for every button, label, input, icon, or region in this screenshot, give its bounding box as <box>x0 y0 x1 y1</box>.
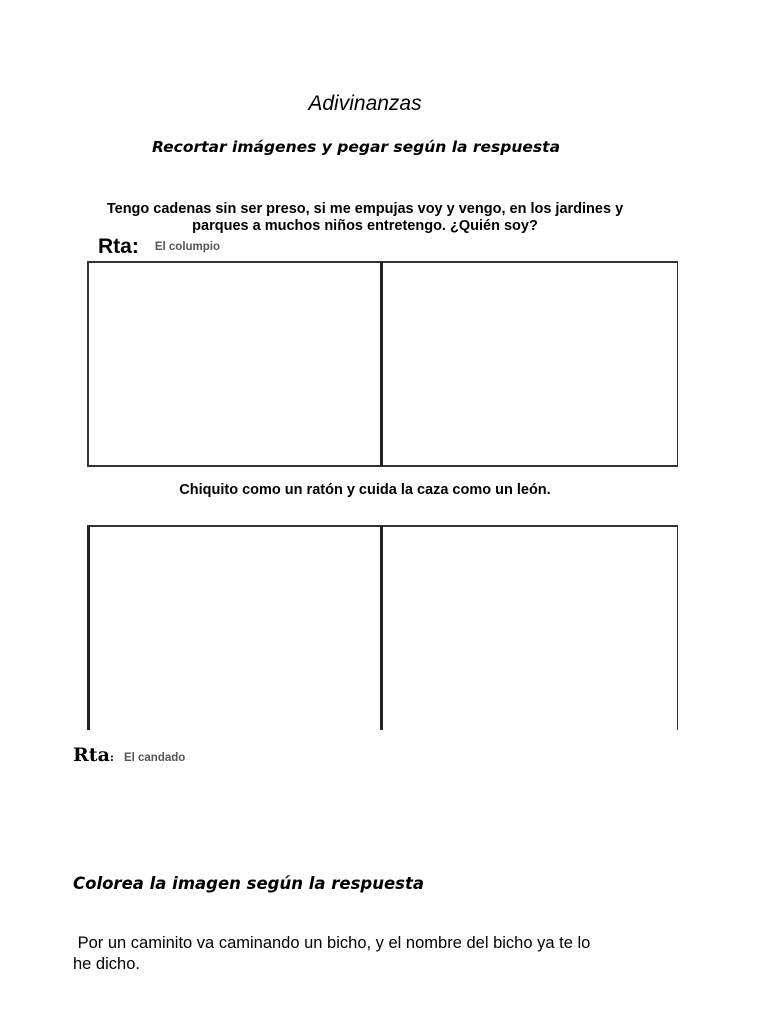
answer-text: El candado <box>123 752 186 764</box>
image-paste-table-2 <box>87 525 678 730</box>
riddle-1-line: Tengo cadenas sin ser preso, si me empujas voy y vengo, en los jardines y <box>106 201 624 217</box>
riddle-2-text: Chiquito como un ratón y cuida la caza como un león. <box>179 482 551 498</box>
answer-colon: : <box>109 751 114 764</box>
answer-text: El columpio <box>154 241 221 253</box>
answer-label: Rta: <box>98 235 139 258</box>
page-title: Adivinanzas <box>308 92 422 115</box>
riddle-1-text <box>80 201 650 235</box>
image-paste-box[interactable] <box>87 525 383 730</box>
image-paste-table-1 <box>87 261 678 467</box>
answer-1 <box>98 235 220 259</box>
instruction-heading: Recortar imágenes y pegar según la respuesta <box>151 138 561 156</box>
riddle-3-line: Por un caminito va caminando un bicho, y el nombre del bicho ya te lo <box>73 934 591 952</box>
answer-2 <box>73 744 185 766</box>
image-paste-box[interactable] <box>383 525 678 730</box>
riddle-3-text <box>73 933 673 975</box>
image-paste-box[interactable] <box>383 261 678 467</box>
coloring-section-heading: Colorea la imagen según la respuesta <box>73 874 424 893</box>
riddle-1-line: parques a muchos niños entretengo. ¿Quién soy? <box>192 218 538 234</box>
answer-label: Rta <box>73 744 110 766</box>
image-paste-box[interactable] <box>87 261 383 467</box>
riddle-3-line: he dicho. <box>73 955 140 973</box>
